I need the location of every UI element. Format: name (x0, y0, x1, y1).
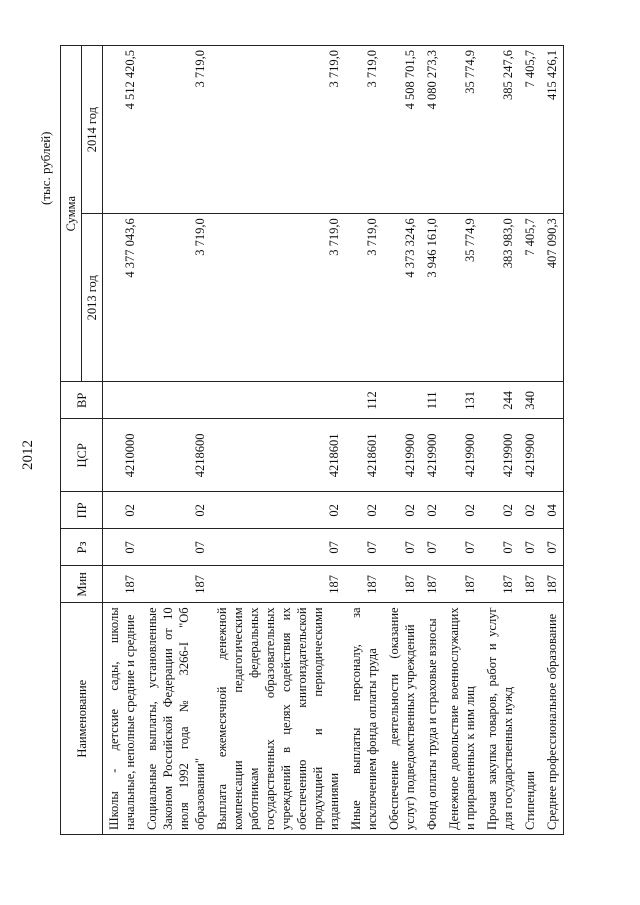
row-amount-2013: 4 373 324,6 (383, 214, 421, 382)
row-vr (211, 382, 345, 419)
header-pr: ПР (61, 492, 103, 529)
header-rz: Рз (61, 529, 103, 566)
row-name: Стипендии (519, 603, 541, 835)
row-pr: 02 (345, 492, 383, 529)
row-rz: 07 (103, 529, 142, 566)
row-vr: 340 (519, 382, 541, 419)
table-header (61, 46, 103, 835)
row-vr (141, 382, 211, 419)
row-pr: 02 (141, 492, 211, 529)
table-row (383, 46, 421, 835)
row-pr: 02 (103, 492, 142, 529)
row-vr: 111 (421, 382, 443, 419)
row-pr: 02 (211, 492, 345, 529)
row-pr: 02 (443, 492, 481, 529)
row-rz: 07 (421, 529, 443, 566)
row-name: Среднее профессиональное образование (541, 603, 564, 835)
row-amount-2014: 35 774,9 (443, 46, 481, 214)
row-amount-2014: 3 719,0 (141, 46, 211, 214)
row-pr: 04 (541, 492, 564, 529)
row-amount-2014: 415 426,1 (541, 46, 564, 214)
row-rz: 07 (345, 529, 383, 566)
row-min: 187 (421, 566, 443, 603)
row-vr (103, 382, 142, 419)
row-amount-2013: 3 719,0 (345, 214, 383, 382)
row-amount-2013: 35 774,9 (443, 214, 481, 382)
row-min: 187 (541, 566, 564, 603)
table-row (541, 46, 564, 835)
table-row (519, 46, 541, 835)
row-amount-2013: 383 983,0 (481, 214, 519, 382)
row-vr (541, 382, 564, 419)
table-row (481, 46, 519, 835)
row-name: Прочая закупка товаров, работ и услуг для государственных нужд (481, 603, 519, 835)
header-year-2014: 2014 год (82, 46, 103, 214)
row-name: Денежное довольствие военнослужащих и приравненных к ним лиц (443, 603, 481, 835)
header-vr: ВР (61, 382, 103, 419)
row-vr: 244 (481, 382, 519, 419)
row-min: 187 (141, 566, 211, 603)
table-row (345, 46, 383, 835)
row-pr: 02 (481, 492, 519, 529)
row-csr: 4219900 (443, 419, 481, 492)
header-name: Наименование (61, 603, 103, 835)
row-min: 187 (383, 566, 421, 603)
row-rz: 07 (141, 529, 211, 566)
unit-note: (тыс. рублей) (38, 131, 53, 205)
row-pr: 02 (383, 492, 421, 529)
row-vr: 131 (443, 382, 481, 419)
table-body (103, 46, 564, 835)
row-amount-2013: 4 377 043,6 (103, 214, 142, 382)
row-csr: 4218600 (141, 419, 211, 492)
table-row (141, 46, 211, 835)
row-amount-2014: 4 508 701,5 (383, 46, 421, 214)
header-year-2013: 2013 год (82, 214, 103, 382)
row-min: 187 (443, 566, 481, 603)
row-name: Социальные выплаты, установленные Законом Российской Федерации от 10 июля 1992 года № 3266-I "Об образовании" (141, 603, 211, 835)
row-min: 187 (345, 566, 383, 603)
row-amount-2014: 385 247,6 (481, 46, 519, 214)
row-amount-2013: 7 405,7 (519, 214, 541, 382)
row-csr: 4210000 (103, 419, 142, 492)
row-name: Выплата ежемесячной денежной компенсации педагогическим работникам федеральных государственных образовательных учреждений в целях содействия их обеспечению книгоиздательской продукцией и периодическими изданиями (211, 603, 345, 835)
row-amount-2013: 3 719,0 (141, 214, 211, 382)
row-csr: 4218601 (345, 419, 383, 492)
row-rz: 07 (443, 529, 481, 566)
table-row (443, 46, 481, 835)
row-name: Обеспечение деятельности (оказание услуг) подведомственных учреждений (383, 603, 421, 835)
budget-table (60, 45, 564, 835)
row-csr: 4218601 (211, 419, 345, 492)
row-min: 187 (481, 566, 519, 603)
row-rz: 07 (211, 529, 345, 566)
table-row (421, 46, 443, 835)
row-csr: 4219900 (519, 419, 541, 492)
row-amount-2014: 7 405,7 (519, 46, 541, 214)
table-row (211, 46, 345, 835)
row-csr: 4219900 (421, 419, 443, 492)
row-rz: 07 (383, 529, 421, 566)
row-amount-2014: 4 080 273,3 (421, 46, 443, 214)
row-amount-2013: 3 946 161,0 (421, 214, 443, 382)
row-csr: 4219900 (383, 419, 421, 492)
row-pr: 02 (421, 492, 443, 529)
row-amount-2014: 3 719,0 (211, 46, 345, 214)
row-pr: 02 (519, 492, 541, 529)
row-amount-2014: 3 719,0 (345, 46, 383, 214)
row-rz: 07 (481, 529, 519, 566)
row-amount-2014: 4 512 420,5 (103, 46, 142, 214)
header-min: Мин (61, 566, 103, 603)
row-amount-2013: 3 719,0 (211, 214, 345, 382)
row-min: 187 (103, 566, 142, 603)
page-number: 2012 (20, 440, 36, 470)
row-csr: 4219900 (481, 419, 519, 492)
row-rz: 07 (541, 529, 564, 566)
row-name: Фонд оплаты труда и страховые взносы (421, 603, 443, 835)
row-vr (383, 382, 421, 419)
row-vr: 112 (345, 382, 383, 419)
row-name: Школы - детские сады, школы начальные, неполные средние и средние (103, 603, 142, 835)
row-min: 187 (519, 566, 541, 603)
row-rz: 07 (519, 529, 541, 566)
row-min: 187 (211, 566, 345, 603)
row-name: Иные выплаты персоналу, за исключением фонда оплаты труда (345, 603, 383, 835)
row-amount-2013: 407 090,3 (541, 214, 564, 382)
row-csr (541, 419, 564, 492)
header-csr: ЦСР (61, 419, 103, 492)
header-sum: Сумма (61, 46, 82, 382)
table-row (103, 46, 142, 835)
